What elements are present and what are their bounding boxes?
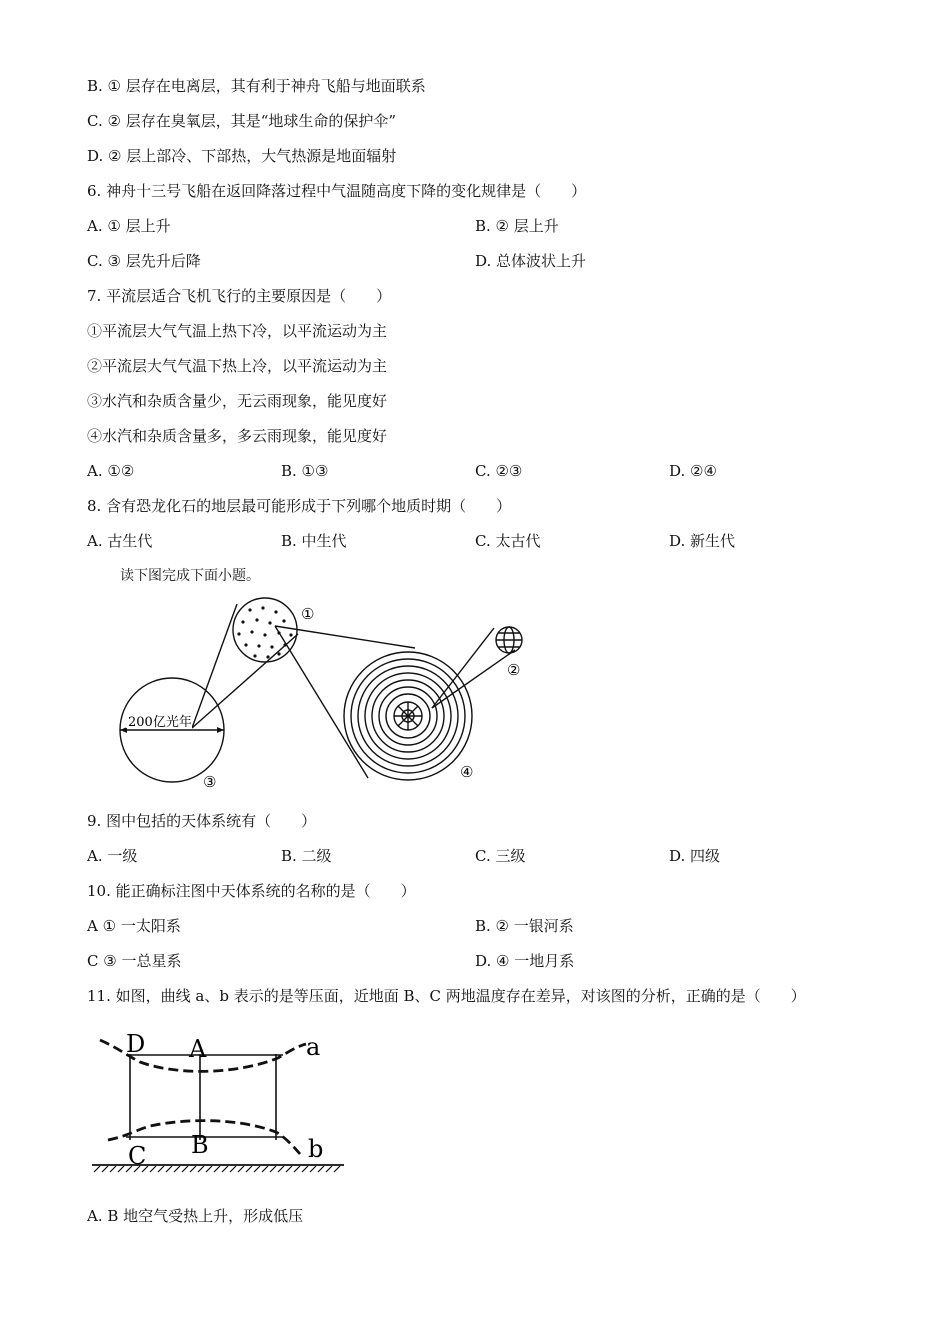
option-5d: D. ② 层上部冷、下部热，大气热源是地面辐射: [87, 147, 397, 165]
label-3: ③: [203, 773, 217, 791]
label-B: B: [191, 1131, 209, 1159]
option-6d: D. 总体波状上升: [475, 252, 587, 270]
option-6c: C. ③ 层先升后降: [87, 252, 201, 270]
question-8: 8. 含有恐龙化石的地层最可能形成于下列哪个地质时期（ ）: [87, 497, 512, 515]
statement-4: ④水汽和杂质含量多，多云雨现象，能见度好: [87, 427, 388, 445]
label-2: ②: [507, 661, 521, 679]
label-a: a: [306, 1033, 321, 1061]
label-C: C: [128, 1142, 147, 1170]
label-1: ①: [301, 605, 315, 623]
galaxy-circle: [233, 598, 297, 662]
question-6: 6. 神舟十三号飞船在返回降落过程中气温随高度下降的变化规律是（ ）: [87, 182, 587, 200]
option-6b: B. ② 层上升: [475, 217, 559, 235]
option-5b: B. ① 层存在电离层，其有利于神舟飞船与地面联系: [87, 77, 426, 95]
label-b: b: [308, 1135, 324, 1163]
label-A: A: [189, 1035, 207, 1063]
option-10a: A ① 一太阳系: [87, 917, 181, 935]
question-7: 7. 平流层适合飞机飞行的主要原因是（ ）: [87, 287, 392, 305]
option-9d: D. 四级: [669, 847, 721, 865]
isobar-diagram: [88, 1022, 348, 1177]
diameter-label: 200亿光年: [128, 715, 192, 730]
option-8d: D. 新生代: [669, 532, 736, 550]
option-8b: B. 中生代: [281, 532, 347, 550]
celestial-systems-diagram: [110, 590, 540, 800]
statement-1: ①平流层大气气温上热下冷，以平流运动为主: [87, 322, 388, 340]
option-9b: B. 二级: [281, 847, 332, 865]
option-10d: D. ④ 一地月系: [475, 952, 575, 970]
option-7b: B. ①③: [281, 462, 329, 480]
question-10: 10. 能正确标注图中天体系统的名称的是（ ）: [87, 882, 416, 900]
option-8c: C. 太古代: [475, 532, 541, 550]
option-7c: C. ②③: [475, 462, 523, 480]
option-8a: A. 古生代: [87, 532, 153, 550]
solar-system-circle: [344, 652, 472, 780]
statement-3: ③水汽和杂质含量少，无云雨现象，能见度好: [87, 392, 388, 410]
option-7a: A. ①②: [87, 462, 135, 480]
label-D: D: [126, 1030, 146, 1058]
option-5c: C. ② 层存在臭氧层，其是“地球生命的保护伞”: [87, 112, 397, 130]
option-9a: A. 一级: [87, 847, 138, 865]
statement-2: ②平流层大气气温下热上冷，以平流运动为主: [87, 357, 388, 375]
label-4: ④: [460, 763, 474, 781]
option-11a: A. B 地空气受热上升，形成低压: [87, 1207, 304, 1225]
figure-instruction: 读下图完成下面小题。: [120, 568, 260, 584]
option-10c: C ③ 一总星系: [87, 952, 182, 970]
option-6a: A. ① 层上升: [87, 217, 171, 235]
question-9: 9. 图中包括的天体系统有（ ）: [87, 812, 317, 830]
option-10b: B. ② 一银河系: [475, 917, 574, 935]
option-9c: C. 三级: [475, 847, 526, 865]
galaxy-dots: [237, 606, 292, 658]
option-7d: D. ②④: [669, 462, 717, 480]
question-11: 11. 如图，曲线 a、b 表示的是等压面，近地面 B、C 两地温度存在差异，对该图的分析，正确的是（ ）: [87, 987, 806, 1005]
earth-sphere: [496, 627, 522, 653]
